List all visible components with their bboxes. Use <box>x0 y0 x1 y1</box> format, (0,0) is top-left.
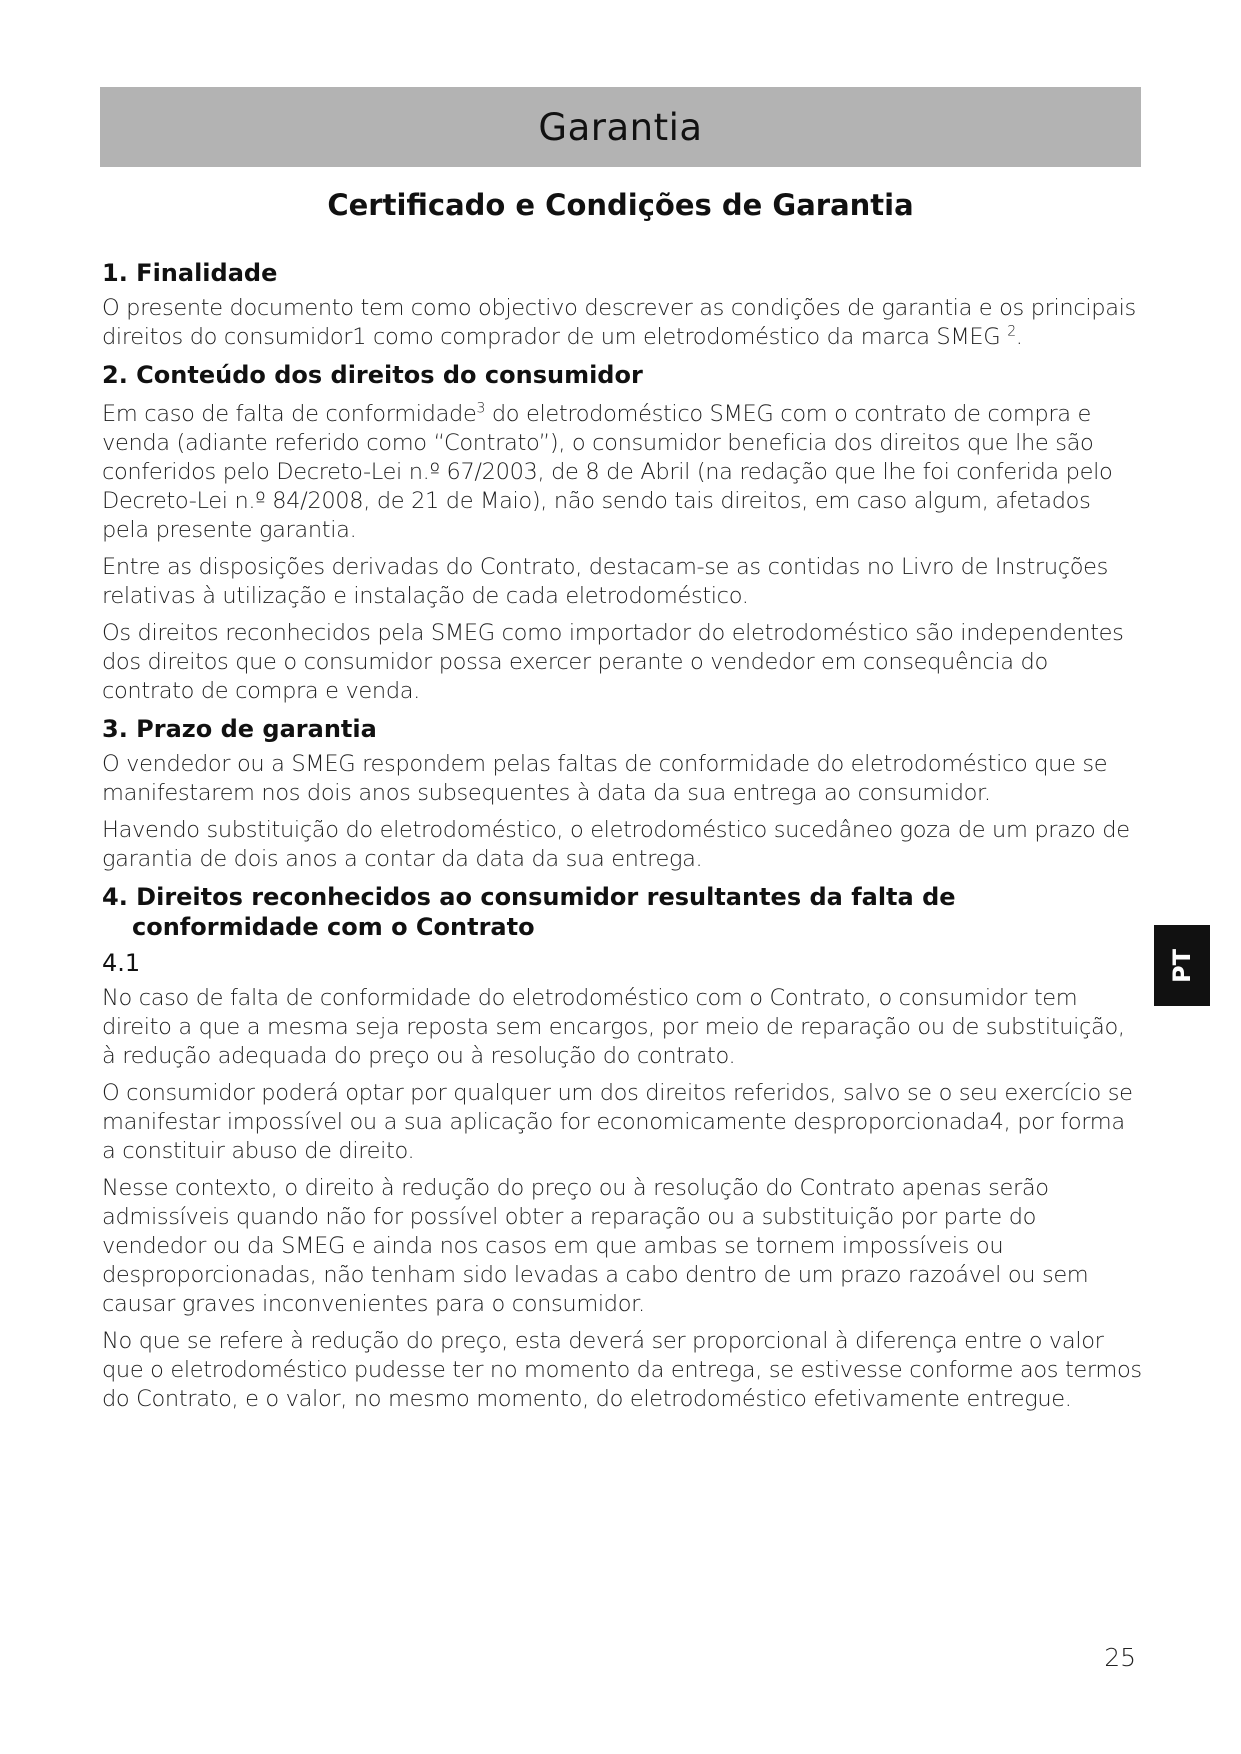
paragraph: Entre as disposições derivadas do Contrato, destacam-se as contidas no Livro de Instruções relativas à utilização e instalação de cada eletrodoméstico. <box>102 554 1109 609</box>
footnote-ref: 3 <box>476 400 486 417</box>
language-tab-label: PT <box>1168 948 1196 983</box>
page-number: 25 <box>1104 1643 1136 1672</box>
document-body <box>102 258 1142 1422</box>
page-title: Garantia <box>538 105 703 149</box>
heading-prazo-garantia: 3. Prazo de garantia <box>102 715 377 743</box>
paragraph: Os direitos reconhecidos pela SMEG como importador do eletrodoméstico são independentes dos direitos que o consumidor possa exercer perante o vendedor em consequência do contrato de compra e venda. <box>102 620 1124 704</box>
heading-finalidade: 1. Finalidade <box>102 259 278 287</box>
paragraph: No caso de falta de conformidade do eletrodoméstico com o Contrato, o consumidor tem direito a que a mesma seja reposta sem encargos, por meio de reparação ou de substituição, à redução adequada do preço ou à resolução do contrato. <box>102 985 1125 1069</box>
heading-conteudo-direitos: 2. Conteúdo dos direitos do consumidor <box>102 361 643 389</box>
paragraph: O presente documento tem como objectivo descrever as condições de garantia e os principais direitos do consumidor1 como comprador de um eletrodoméstico da marca SMEG $^2$. <box>102 295 1136 350</box>
paragraph: Nesse contexto, o direito à redução do preço ou à resolução do Contrato apenas serão admissíveis quando não for possível obter a reparação ou a substituição por parte do vendedor ou da SMEG e ainda nos casos em que ambas se tornem impossíveis ou desproporcionadas, não tenham sido levadas a cabo dentro de um prazo razoável ou sem causar graves inconvenientes para o consumidor. <box>102 1175 1089 1317</box>
language-tab <box>1154 925 1210 1006</box>
paragraph: O consumidor poderá optar por qualquer um dos direitos referidos, salvo se o seu exercício se manifestar impossível ou a sua aplicação for economicamente desproporcionada4, por forma a constituir abuso de direito. <box>102 1080 1133 1164</box>
header-bar <box>100 87 1141 167</box>
subheading-4-1: 4.1 <box>102 949 141 977</box>
paragraph: O vendedor ou a SMEG respondem pelas faltas de conformidade do eletrodoméstico que se manifestarem nos dois anos subsequentes à data da sua entrega ao consumidor. <box>102 751 1108 806</box>
paragraph: Em caso de falta de conformidade$^3$ do eletrodoméstico SMEG com o contrato de compra e venda (adiante referido como “Contrato”), o consumidor beneficia dos direitos que lhe são conferidos pelo Decreto-Lei n.º 67/2003, de 8 de Abril (na redação que lhe foi conferida pelo Decreto-Lei n.º 84/2008, de 21 de Maio), não sendo tais direitos, em caso algum, afetados pela presente garantia. <box>102 400 1113 543</box>
heading-direitos-reconhecidos: 4. Direitos reconhecidos ao consumidor resultantes da falta de conformidade com o Contrato <box>102 883 956 941</box>
section-subtitle: Certificado e Condições de Garantia <box>327 188 914 222</box>
footnote-ref: 2 <box>1007 323 1016 340</box>
paragraph: Havendo substituição do eletrodoméstico, o eletrodoméstico sucedâneo goza de um prazo de garantia de dois anos a contar da data da sua entrega. <box>102 817 1130 872</box>
paragraph: No que se refere à redução do preço, esta deverá ser proporcional à diferença entre o valor que o eletrodoméstico pudesse ter no momento da entrega, se estivesse conforme aos termos do Contrato, e o valor, no mesmo momento, do eletrodoméstico efetivamente entregue. <box>102 1328 1142 1412</box>
